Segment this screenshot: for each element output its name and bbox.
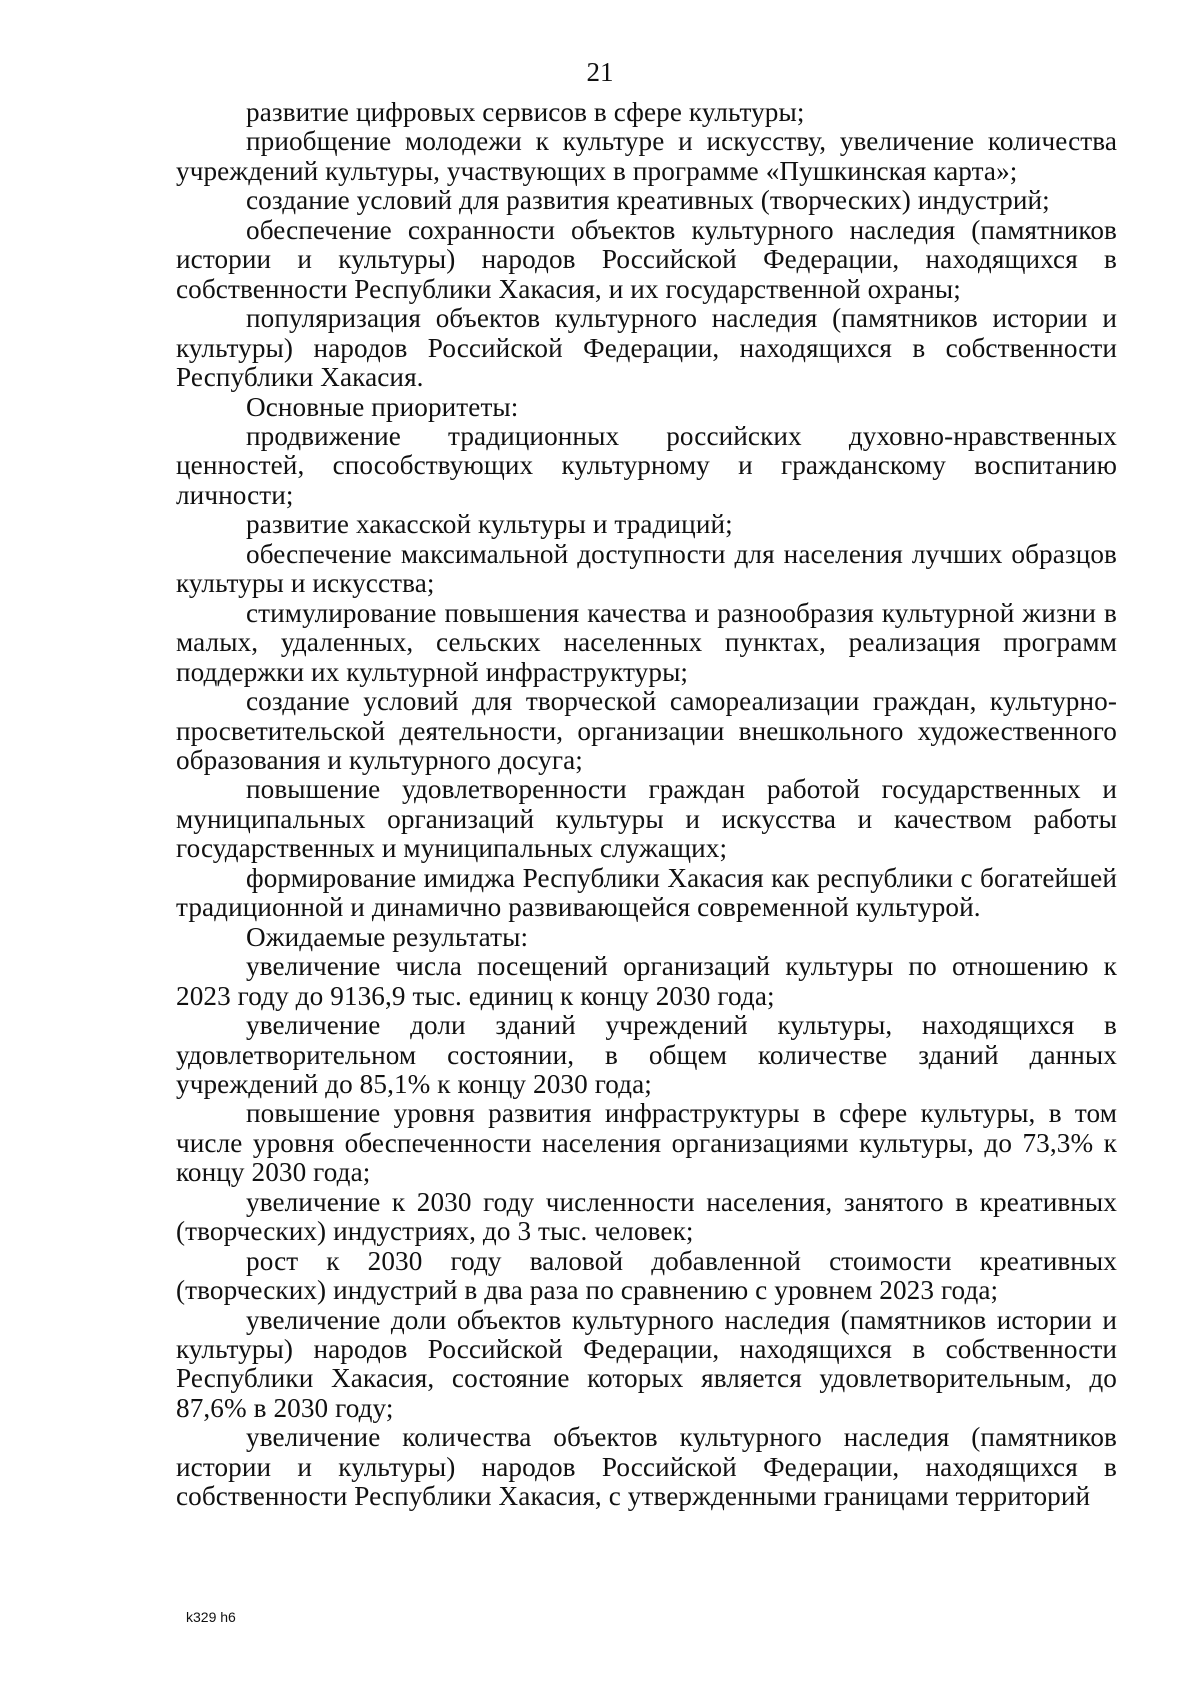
- paragraph: стимулирование повышения качества и разнообразия культурной жизни в малых, удаленных, сельских населенных пунктах, реализация программ поддержки их культурной инфраструктуры;: [176, 597, 1117, 687]
- paragraph: увеличение количества объектов культурного наследия (памятников истории и культуры) народов Российской Федерации, находящихся в собственности Республики Хакасия, с утвержденными границами территорий: [176, 1422, 1117, 1512]
- paragraph: увеличение к 2030 году численности населения, занятого в креативных (творческих) индустриях, до 3 тыс. человек;: [176, 1186, 1117, 1247]
- paragraph: повышение уровня развития инфраструктуры в сфере культуры, в том числе уровня обеспеченности населения организациями культуры, до 73,3% к концу 2030 года;: [176, 1098, 1117, 1188]
- paragraph: повышение удовлетворенности граждан работой государственных и муниципальных организаций культуры и искусства и качеством работы государственных и муниципальных служащих;: [176, 774, 1117, 864]
- document-body: [176, 98, 1117, 1512]
- paragraph: популяризация объектов культурного наследия (памятников истории и культуры) народов Российской Федерации, находящихся в собственности Республики Хакасия.: [176, 303, 1117, 393]
- paragraph: увеличение доли объектов культурного наследия (памятников истории и культуры) народов Российской Федерации, находящихся в собственности Республики Хакасия, состояние которых является удовлетворительным, до 87,6% в 2030 году;: [176, 1304, 1117, 1423]
- paragraph: приобщение молодежи к культуре и искусству, увеличение количества учреждений культуры, участвующих в программе «Пушкинская карта»;: [176, 126, 1117, 186]
- paragraph: создание условий для развития креативных (творческих) индустрий;: [246, 185, 1050, 216]
- page-number: 21: [586, 57, 614, 87]
- paragraph: создание условий для творческой самореализации граждан, культурно-просветительской деятельности, организации внешкольного художественного образования и культурного досуга;: [176, 686, 1117, 775]
- paragraph: увеличение числа посещений организаций культуры по отношению к 2023 году до 9136,9 тыс. единиц к концу 2030 года;: [176, 951, 1117, 1011]
- paragraph: рост к 2030 году валовой добавленной стоимости креативных (творческих) индустрий в два раза по сравнению с уровнем 2023 года;: [176, 1245, 1117, 1306]
- paragraph: увеличение доли зданий учреждений культуры, находящихся в удовлетворительном состоянии, в общем количестве зданий данных учреждений до 85,1% к концу 2030 года;: [176, 1010, 1117, 1099]
- paragraph: обеспечение максимальной доступности для населения лучших образцов культуры и искусства;: [176, 538, 1117, 599]
- paragraph: формирование имиджа Республики Хакасия как республики с богатейшей традиционной и динамично развивающейся современной культурой.: [176, 862, 1117, 923]
- section-heading-priorities: Основные приоритеты:: [246, 391, 519, 422]
- section-heading-expected-results: Ожидаемые результаты:: [246, 921, 529, 952]
- paragraph: развитие хакасской культуры и традиций;: [246, 509, 733, 540]
- footer-document-code: k329 h6: [186, 1609, 236, 1625]
- paragraph: развитие цифровых сервисов в сфере культуры;: [246, 97, 805, 127]
- paragraph: обеспечение сохранности объектов культурного наследия (памятников истории и культуры) народов Российской Федерации, находящихся в собственности Республики Хакасия, и их государственной охраны;: [176, 214, 1117, 304]
- paragraph: продвижение традиционных российских духовно-нравственных ценностей, способствующих культурному и гражданскому воспитанию личности;: [176, 420, 1117, 510]
